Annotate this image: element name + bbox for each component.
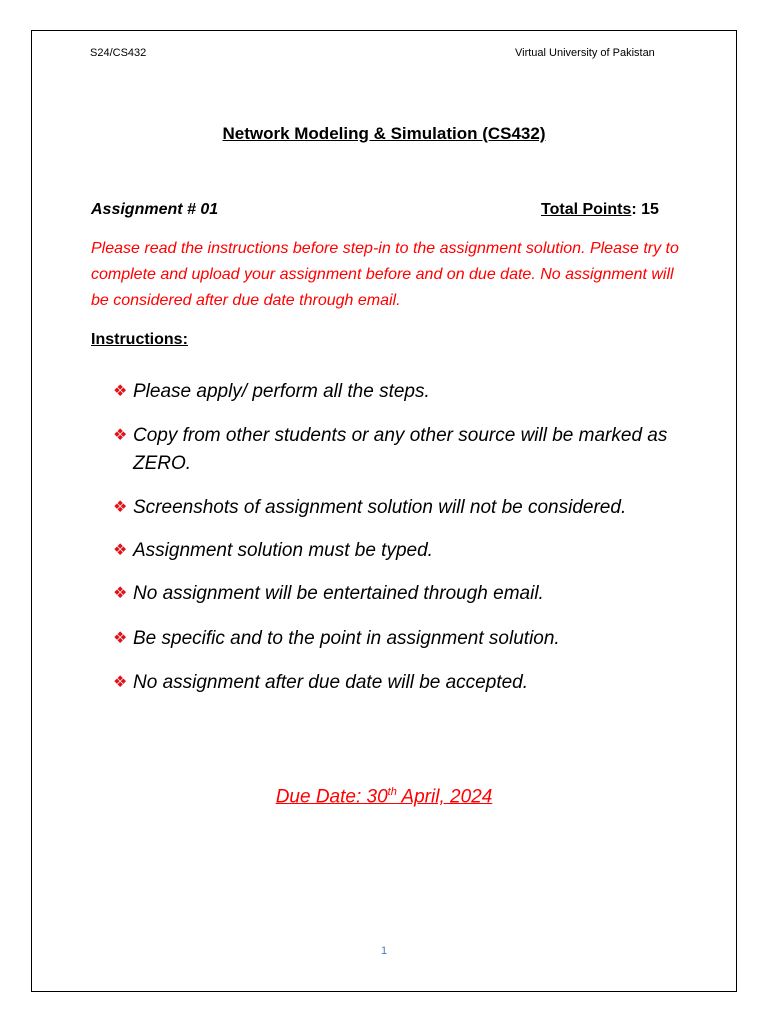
diamond-bullet-icon: ❖ (113, 427, 128, 444)
diamond-bullet-icon: ❖ (113, 499, 128, 516)
diamond-bullet-icon: ❖ (113, 674, 128, 691)
due-date-suffix: April, 2024 (396, 786, 493, 808)
instruction-text: Screenshots of assignment solution will not be considered. (133, 497, 627, 518)
due-date (0, 786, 768, 808)
total-points (541, 201, 659, 219)
document-title: Network Modeling & Simulation (CS432) (222, 124, 546, 143)
instructions-notice: Please read the instructions before step-in to the assignment solution. Please try to complete and upload your assignment before and on due date. No assignment will be considered after due date through email. (91, 240, 679, 309)
instruction-item (113, 625, 703, 653)
diamond-bullet-icon: ❖ (113, 630, 128, 647)
instruction-item (113, 422, 703, 478)
due-date-superscript: th (387, 786, 397, 798)
instruction-item (113, 494, 703, 522)
total-points-label: Total Points (541, 201, 632, 218)
instruction-text: No assignment will be entertained through email. (133, 583, 544, 604)
instruction-item (113, 669, 703, 697)
due-date-prefix: Due Date: 30 (275, 786, 388, 808)
assignment-number: Assignment # 01 (91, 201, 219, 218)
instruction-item (113, 537, 703, 565)
header-course-code: S24/CS432 (90, 47, 147, 59)
instruction-text: Be specific and to the point in assignment solution. (133, 628, 560, 649)
instructions-heading: Instructions: (91, 331, 188, 348)
header-university: Virtual University of Pakistan (515, 47, 655, 59)
diamond-bullet-icon: ❖ (113, 585, 128, 602)
instruction-text: No assignment after due date will be accepted. (133, 672, 529, 693)
instruction-text: Assignment solution must be typed. (133, 540, 433, 561)
instruction-text: Copy from other students or any other source will be marked as ZERO. (133, 425, 668, 474)
diamond-bullet-icon: ❖ (113, 383, 128, 400)
diamond-bullet-icon: ❖ (113, 542, 128, 559)
page-number: 1 (380, 945, 388, 957)
instruction-text: Please apply/ perform all the steps. (133, 381, 430, 402)
total-points-value: : 15 (631, 201, 659, 218)
instruction-item (113, 580, 703, 608)
instruction-item (113, 378, 703, 406)
